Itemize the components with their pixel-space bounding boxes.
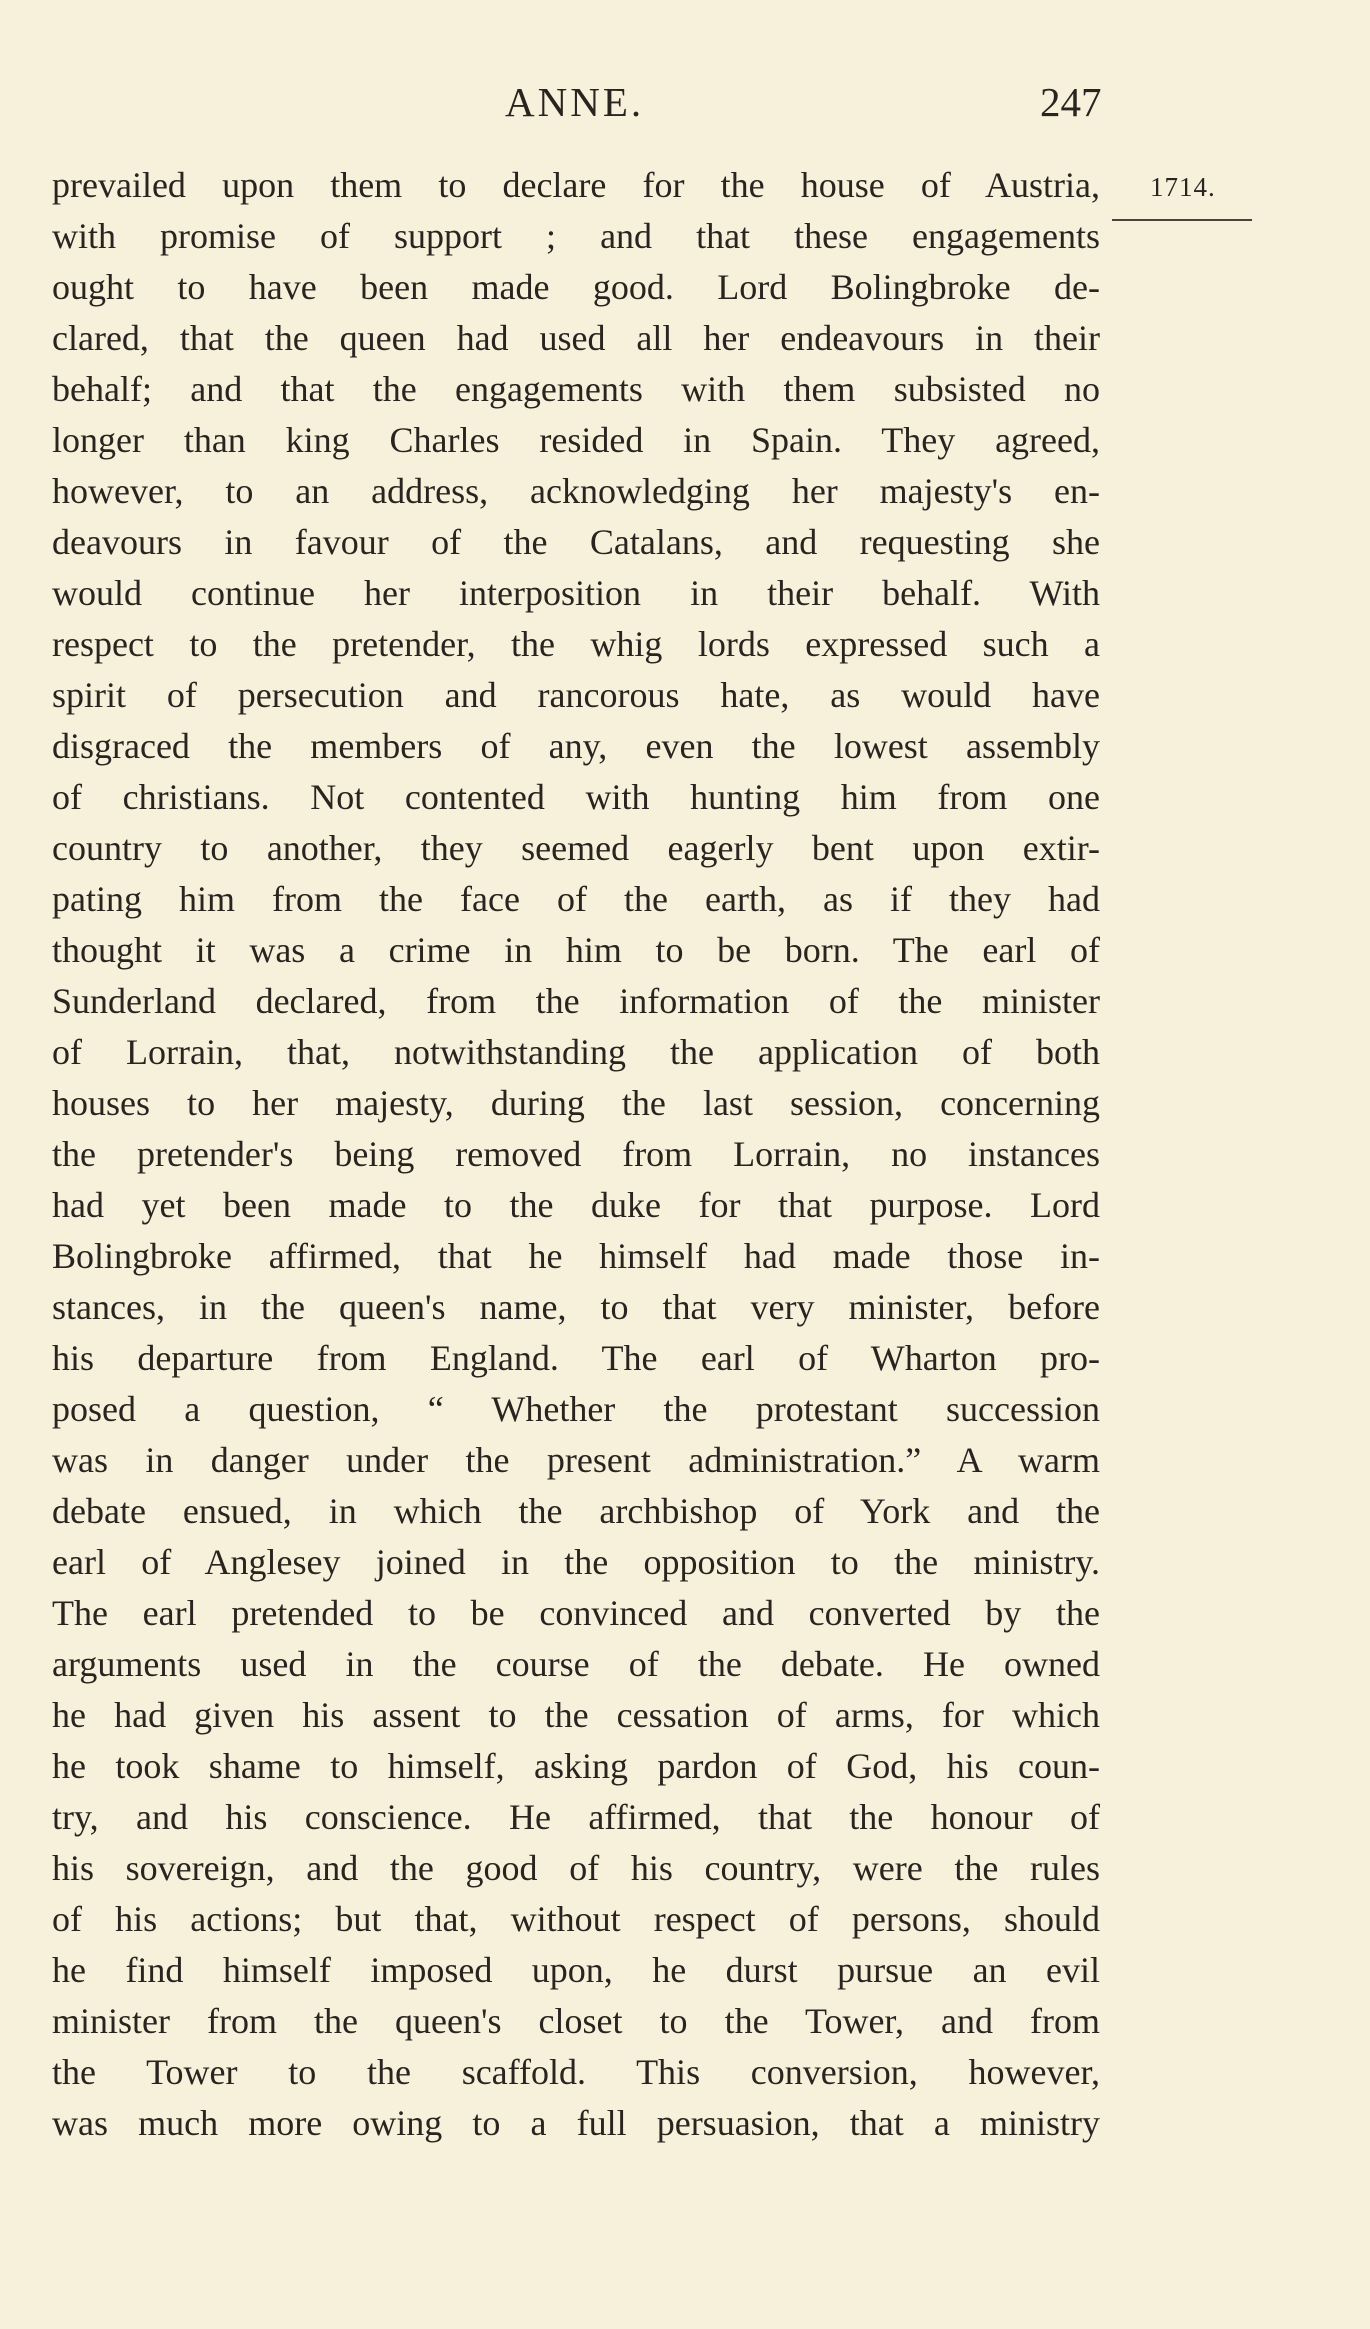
text-line: arguments used in the course of the debate. He owned [52, 1644, 1100, 1684]
text-line: prevailed upon them to declare for the house of Austria, [52, 165, 1100, 205]
text-line: his sovereign, and the good of his country, were the rules [52, 1848, 1100, 1888]
text-line: posed a question, “ Whether the protestant succession [52, 1389, 1100, 1429]
text-line: he took shame to himself, asking pardon of God, his coun- [52, 1746, 1100, 1786]
text-line: Sunderland declared, from the information of the minister [52, 981, 1100, 1021]
margin-rule [1112, 219, 1252, 221]
running-title: ANNE. [505, 79, 645, 125]
text-line: the pretender's being removed from Lorrain, no instances [52, 1134, 1100, 1174]
text-line: he find himself imposed upon, he durst pursue an evil [52, 1950, 1100, 1990]
text-line: respect to the pretender, the whig lords expressed such a [52, 624, 1100, 664]
text-line: was much more owing to a full persuasion, that a ministry [52, 2103, 1100, 2143]
text-line: The earl pretended to be convinced and converted by the [52, 1593, 1100, 1633]
text-line: ought to have been made good. Lord Bolingbroke de- [52, 267, 1100, 307]
text-line: with promise of support ; and that these engagements [52, 216, 1100, 256]
text-line: was in danger under the present administration.” A warm [52, 1440, 1100, 1480]
running-head [0, 78, 1370, 128]
text-line: country to another, they seemed eagerly bent upon extir- [52, 828, 1100, 868]
text-line: earl of Anglesey joined in the opposition to the ministry. [52, 1542, 1100, 1582]
text-line: of his actions; but that, without respect of persons, should [52, 1899, 1100, 1939]
text-line: of Lorrain, that, notwithstanding the application of both [52, 1032, 1100, 1072]
text-line: of christians. Not contented with hunting him from one [52, 777, 1100, 817]
text-line: behalf; and that the engagements with them subsisted no [52, 369, 1100, 409]
text-line: had yet been made to the duke for that purpose. Lord [52, 1185, 1100, 1225]
text-line: he had given his assent to the cessation of arms, for which [52, 1695, 1100, 1735]
text-line: Bolingbroke affirmed, that he himself had made those in- [52, 1236, 1100, 1276]
text-line: houses to her majesty, during the last session, concerning [52, 1083, 1100, 1123]
text-line: however, to an address, acknowledging her majesty's en- [52, 471, 1100, 511]
text-line: disgraced the members of any, even the lowest assembly [52, 726, 1100, 766]
text-line: stances, in the queen's name, to that very minister, before [52, 1287, 1100, 1327]
text-line: his departure from England. The earl of Wharton pro- [52, 1338, 1100, 1378]
text-line: debate ensued, in which the archbishop of York and the [52, 1491, 1100, 1531]
text-line: spirit of persecution and rancorous hate, as would have [52, 675, 1100, 715]
text-line: pating him from the face of the earth, as if they had [52, 879, 1100, 919]
text-line: the Tower to the scaffold. This conversion, however, [52, 2052, 1100, 2092]
text-line: minister from the queen's closet to the Tower, and from [52, 2001, 1100, 2041]
text-line: would continue her interposition in their behalf. With [52, 573, 1100, 613]
text-line: deavours in favour of the Catalans, and requesting she [52, 522, 1100, 562]
text-line: longer than king Charles resided in Spain. They agreed, [52, 420, 1100, 460]
text-line: thought it was a crime in him to be born. The earl of [52, 930, 1100, 970]
page-number: 247 [1040, 79, 1102, 125]
margin-year-note: 1714. [1150, 172, 1216, 202]
body-text [52, 160, 1100, 2149]
text-line: try, and his conscience. He affirmed, that the honour of [52, 1797, 1100, 1837]
text-line: clared, that the queen had used all her endeavours in their [52, 318, 1100, 358]
